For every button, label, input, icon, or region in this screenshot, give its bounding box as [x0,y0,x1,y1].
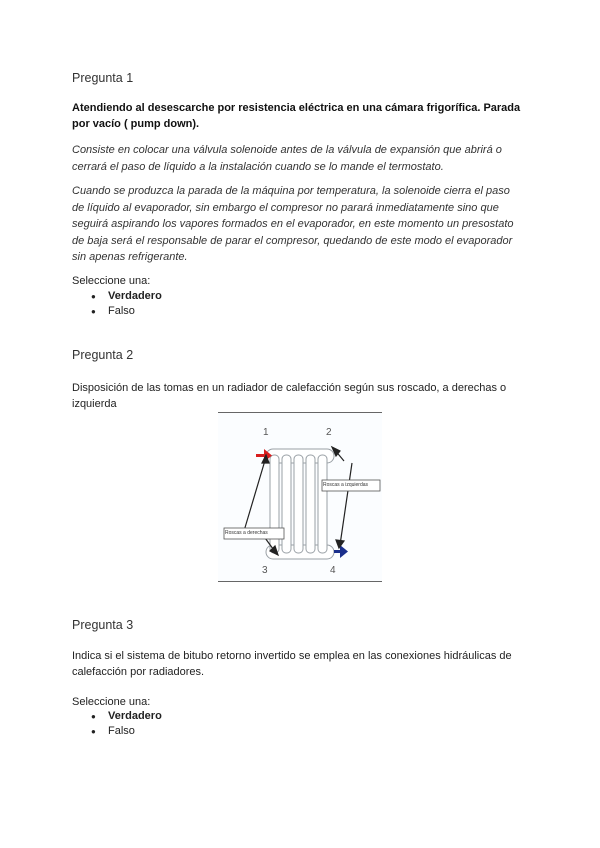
figure-number-1: 1 [263,427,269,438]
label-left-threads: Roscas a derechas [225,530,268,536]
q1-paragraph-1 [72,142,542,175]
outlet-arrow [334,545,348,558]
q3-option-false[interactable]: ● Falso [72,724,162,739]
q3-options [72,709,162,739]
q2-heading: Pregunta 2 [72,348,134,362]
leader-line-right-bottom [340,463,352,545]
q3-heading: Pregunta 3 [72,618,134,632]
q1-p2-line3: seguirá aspirando los vapores formados en el evaporador, en este momento un presostato [72,218,514,230]
radiator-diagram [218,413,382,581]
q3-select-label: Seleccione una: [72,696,151,708]
leader-arrowhead [336,540,344,548]
q3-option-true[interactable]: ● Verdadero [72,709,162,724]
q2-text-line1: Disposición de las tomas en un radiador de calefacción según sus roscado, a derechas o [72,382,507,394]
q1-options [72,289,162,319]
q1-heading: Pregunta 1 [72,71,134,85]
radiator-column [318,455,327,553]
q2-text [72,380,542,412]
q3-text-line1: Indica si el sistema de bitubo retorno invertido se emplea en las conexiones hidráulicas de [72,650,512,662]
radiator-figure [218,412,382,582]
q1-select-label: Seleccione una: [72,275,151,287]
q1-p1-line1: Consiste en colocar una válvula solenoide antes de la válvula de expansión que abrirá o [72,144,502,156]
q1-p2-line1: Cuando se produzca la parada de la máquina por temperatura, la solenoide cierra el paso [72,185,510,197]
q1-paragraph-2 [72,183,542,266]
q3-text [72,648,542,680]
q1-p1-line2: cerrará el paso de líquido a la instalación cuando se lo mande el termostato. [72,160,444,173]
q1-option-true[interactable]: ● Verdadero [72,289,162,304]
q2-text-line2: izquierda [72,398,117,410]
leader-line-left-top [244,457,266,531]
q3-text-line2: calefacción por radiadores. [72,666,205,678]
q1-title-line2: por vacío ( pump down). [72,118,200,130]
radiator-column [306,455,315,553]
figure-number-3: 3 [262,565,268,576]
label-right-threads: Roscas a izquierdas [323,482,369,488]
q1-title [72,100,542,132]
q1-option-false[interactable]: ● Falso [72,304,162,319]
q1-p2-line4: de baja será el responsable de parar el compresor, quedando de este modo el evaporador [72,234,513,247]
q1-p2-line5: sin apenas refrigerante. [72,251,188,263]
q1-p2-line2: de líquido al evaporador, sin embargo el compresor no parará inmediatamente sino que [72,201,499,214]
q1-title-line1: Atendiendo al desescarche por resistencia eléctrica en una cámara frigorífica. Parada [72,102,521,114]
figure-number-2: 2 [326,427,332,438]
figure-number-4: 4 [330,565,336,576]
radiator-column [294,455,303,553]
